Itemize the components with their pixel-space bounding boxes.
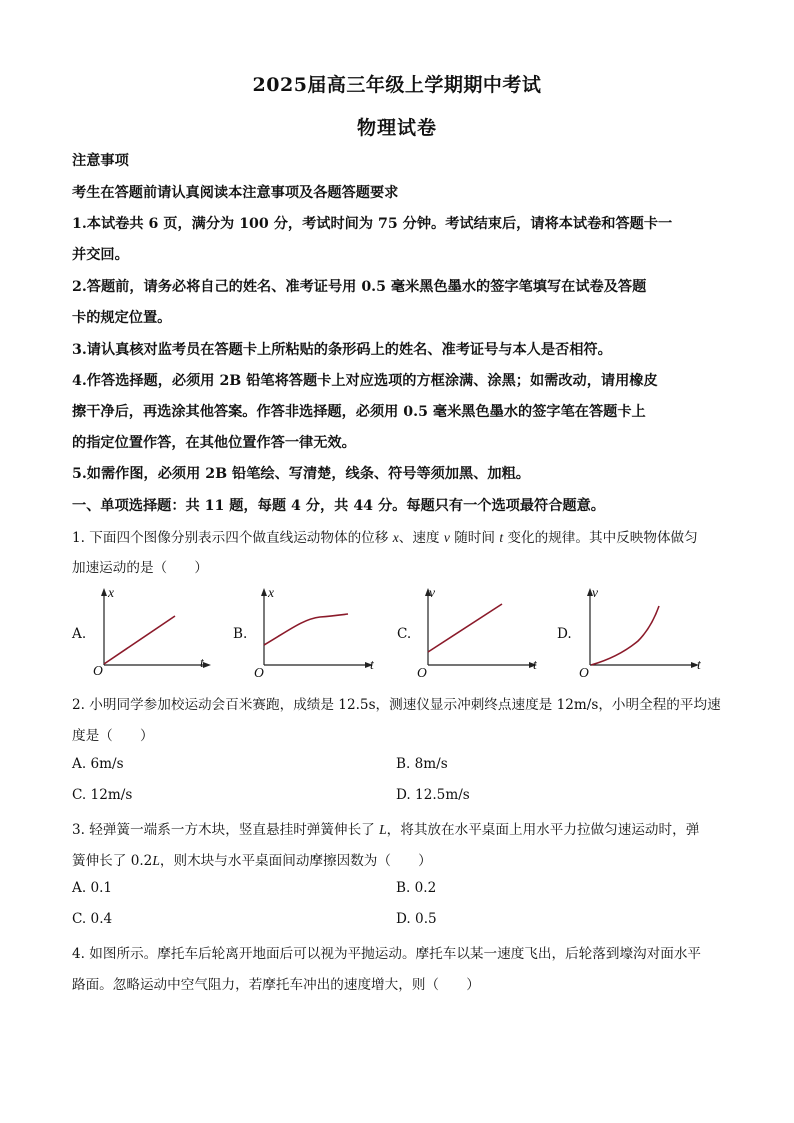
note-line: 并交回。	[72, 247, 129, 263]
graph-a-xlabel: t	[200, 655, 204, 670]
note-line: 3.请认真核对监考员在答题卡上所粘贴的条形码上的姓名、准考证号与本人是否相符。	[72, 342, 612, 358]
graph-a-ylabel: x	[108, 585, 115, 600]
q3-option-d: D. 0.5	[396, 911, 437, 927]
q2-option-a: A. 6m/s	[72, 756, 124, 772]
note-line: 的指定位置作答，在其他位置作答一律无效。	[72, 435, 356, 451]
q3-option-c: C. 0.4	[72, 911, 113, 927]
option-c-label: C.	[397, 626, 412, 642]
graph-d-curve	[591, 606, 659, 665]
q1-text-part: 随时间	[449, 530, 500, 546]
option-d-label: D.	[557, 626, 572, 642]
graph-d-xlabel: t	[697, 657, 701, 672]
question-2-text-line2: 度是（ ）	[72, 728, 154, 744]
q1-text-part: 、速度	[398, 530, 444, 546]
graph-d-ylabel: v	[592, 585, 599, 600]
q3-text-part: 3. 轻弹簧一端系一方木块，竖直悬挂时弹簧伸长了	[72, 822, 380, 838]
graph-d-origin: O	[579, 665, 589, 680]
note-line: 4.作答选择题，必须用 2B 铅笔将答题卡上对应选项的方框涂满、涂黑；如需改动，请用橡皮	[72, 373, 658, 389]
graph-c-origin: O	[417, 665, 427, 680]
graph-c-curve	[428, 604, 502, 652]
var-x: x	[392, 530, 399, 545]
notes-intro: 考生在答题前请认真阅读本注意事项及各题答题要求	[72, 185, 399, 201]
q3-option-a: A. 0.1	[72, 880, 113, 896]
var-l: L	[152, 853, 160, 868]
note-line: 5.如需作图，必须用 2B 铅笔绘、写清楚，线条、符号等须加黑、加粗。	[72, 466, 530, 482]
question-3-text-line2	[72, 849, 432, 869]
q2-option-b: B. 8m/s	[396, 756, 448, 772]
graph-c-xlabel: t	[533, 657, 537, 672]
option-a-label: A.	[72, 626, 87, 642]
note-line: 1.本试卷共 6 页，满分为 100 分，考试时间为 75 分钟。考试结束后，请将本试卷和答题卡一	[72, 216, 673, 232]
q2-option-d: D. 12.5m/s	[396, 787, 470, 803]
option-b-label: B.	[233, 626, 248, 642]
var-v: v	[443, 530, 450, 545]
q3-option-b: B. 0.2	[396, 880, 437, 896]
question-2-text: 2. 小明同学参加校运动会百米赛跑，成绩是 12.5s，测速仪显示冲刺终点速度是 12m/s，小明全程的平均速	[72, 697, 721, 713]
question-3-text	[72, 818, 699, 838]
q1-text-part: 变化的规律。其中反映物体做匀	[503, 530, 698, 546]
var-t: t	[499, 530, 504, 545]
graph-a-origin: O	[93, 663, 103, 678]
q3-text-part: ，将其放在水平桌面上用水平力拉做匀速运动时，弹	[386, 822, 700, 838]
q3-text-part: ，则木块与水平桌面间动摩擦因数为（ ）	[159, 853, 432, 869]
note-line: 卡的规定位置。	[72, 310, 172, 326]
exam-title: 2025届高三年级上学期期中考试	[252, 74, 542, 96]
var-l: L	[379, 822, 387, 837]
note-line: 擦干净后，再选涂其他答案。作答非选择题，必须用 0.5 毫米黑色墨水的签字笔在答题卡上	[72, 404, 646, 420]
q1-text-part: 1. 下面四个图像分别表示四个做直线运动物体的位移	[72, 530, 393, 546]
subject-title: 物理试卷	[356, 117, 437, 139]
graph-b-curve	[264, 614, 348, 645]
notes-heading: 注意事项	[72, 153, 129, 169]
graph-c-ylabel: v	[429, 585, 436, 600]
question-1-text-line2: 加速运动的是（ ）	[72, 560, 208, 576]
graph-b-ylabel: x	[268, 585, 275, 600]
q3-text-part: 簧伸长了 0.2	[72, 853, 153, 869]
question-4-text-line2: 路面。忽略运动中空气阻力，若摩托车冲出的速度增大，则（ ）	[72, 977, 480, 993]
note-line: 2.答题前，请务必将自己的姓名、准考证号用 0.5 毫米黑色墨水的签字笔填写在试卷及答题	[72, 279, 647, 295]
graph-b-xlabel: t	[370, 657, 374, 672]
question-4-text: 4. 如图所示。摩托车后轮离开地面后可以视为平抛运动。摩托车以某一速度飞出，后轮落到壕沟对面水平	[72, 946, 702, 962]
section-heading: 一、单项选择题：共 11 题，每题 4 分，共 44 分。每题只有一个选项最符合题意。	[72, 498, 605, 514]
graph-a-curve	[104, 616, 175, 664]
graph-b-origin: O	[254, 665, 264, 680]
q2-option-c: C. 12m/s	[72, 787, 133, 803]
question-1-text	[72, 526, 698, 546]
